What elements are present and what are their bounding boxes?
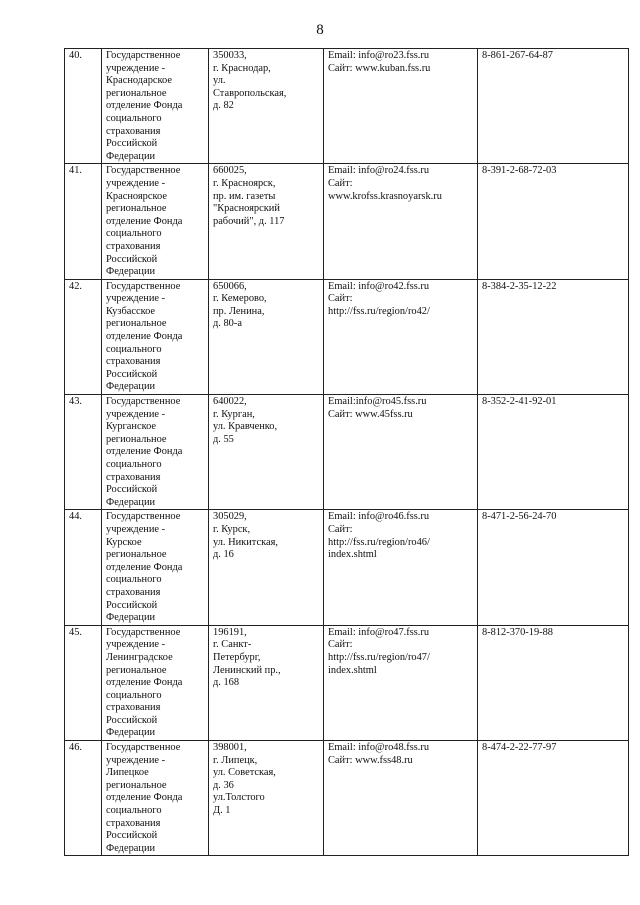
email-website-line: http://fss.ru/region/ro46/ — [328, 536, 430, 548]
organization-name-line: региональное — [106, 203, 167, 215]
organization-name-line: страхования — [106, 702, 161, 714]
postal-address — [209, 164, 324, 279]
postal-address — [209, 279, 324, 394]
organization-name-line: страхования — [106, 356, 161, 368]
organization-name-line: Российской — [106, 599, 158, 611]
organization-name-line: Красноярское — [106, 190, 167, 202]
phone-number: 8-474-2-22-77-97 — [478, 741, 629, 856]
organization-name-line: социального — [106, 343, 162, 355]
email-website — [324, 625, 478, 740]
email-website-line: Email: info@ro47.fss.ru — [328, 626, 430, 638]
table-body — [65, 49, 629, 856]
postal-address-line: 196191, — [213, 626, 247, 638]
row-number: 42. — [65, 279, 102, 394]
email-website-line: Сайт: www.fss48.ru — [328, 754, 413, 766]
email-website-line: Email: info@ro46.fss.ru — [328, 511, 430, 523]
organization-name-line: Курское — [106, 536, 142, 548]
organization-name-line: учреждение - — [106, 408, 166, 420]
row-number: 46. — [65, 741, 102, 856]
postal-address — [209, 395, 324, 510]
postal-address-line: д. 80-а — [213, 318, 242, 330]
organization-name-line: региональное — [106, 549, 167, 561]
phone-number: 8-812-370-19-88 — [478, 625, 629, 740]
email-website — [324, 395, 478, 510]
phone-number: 8-861-267-64-87 — [478, 49, 629, 164]
email-website — [324, 510, 478, 625]
organization-name-line: Федерации — [106, 612, 156, 624]
organization-name-line: Липецкое — [106, 767, 149, 779]
postal-address-line: 305029, — [213, 511, 247, 523]
organization-name — [102, 741, 209, 856]
email-website-line: http://fss.ru/region/ro47/ — [328, 651, 430, 663]
organization-name-line: отделение Фонда — [106, 561, 183, 573]
table-row — [65, 49, 629, 164]
email-website-line: Сайт: — [328, 523, 353, 535]
postal-address-line: Ленинский пр., — [213, 664, 281, 676]
organization-name-line: Государственное — [106, 50, 181, 61]
organization-name-line: отделение Фонда — [106, 792, 183, 804]
postal-address-line: пр. им. газеты — [213, 190, 276, 202]
organization-name-line: страхования — [106, 125, 161, 137]
organization-name-line: отделение Фонда — [106, 677, 183, 689]
email-website — [324, 279, 478, 394]
organization-name-line: Федерации — [106, 381, 156, 393]
organization-name-line: Российской — [106, 368, 158, 380]
organization-name-line: отделение Фонда — [106, 446, 183, 458]
organization-name-line: региональное — [106, 779, 167, 791]
organization-name-line: Российской — [106, 714, 158, 726]
postal-address-line: ул. Кравченко, — [213, 421, 278, 433]
postal-address-line: д. 36 — [213, 779, 234, 791]
organization-name — [102, 164, 209, 279]
phone-number: 8-384-2-35-12-22 — [478, 279, 629, 394]
postal-address — [209, 510, 324, 625]
organization-name-line: Государственное — [106, 742, 181, 754]
postal-address-line: рабочий", д. 117 — [213, 215, 285, 227]
email-website — [324, 49, 478, 164]
email-website-line: Сайт: www.kuban.fss.ru — [328, 62, 431, 74]
organization-name-line: Российской — [106, 253, 158, 265]
organization-name-line: Федерации — [106, 727, 156, 739]
postal-address-line: 640022, — [213, 396, 247, 408]
organization-name-line: Государственное — [106, 396, 181, 408]
organization-name-line: Краснодарское — [106, 75, 172, 87]
organization-name-line: Российской — [106, 484, 158, 496]
postal-address-line: Ставропольская, — [213, 87, 287, 99]
organization-name — [102, 510, 209, 625]
table-row — [65, 279, 629, 394]
postal-address-line: г. Красноярск, — [213, 177, 276, 189]
table-row — [65, 510, 629, 625]
postal-address — [209, 49, 324, 164]
email-website-line: Сайт: — [328, 177, 353, 189]
organization-name-line: региональное — [106, 433, 167, 445]
organization-name-line: учреждение - — [106, 62, 166, 74]
organization-name-line: социального — [106, 805, 162, 817]
organization-name-line: Федерации — [106, 496, 156, 508]
phone-number: 8-391-2-68-72-03 — [478, 164, 629, 279]
organization-name-line: учреждение - — [106, 639, 166, 651]
organization-name-line: Государственное — [106, 626, 181, 638]
email-website-line: http://fss.ru/region/ro42/ — [328, 305, 430, 317]
row-number: 43. — [65, 395, 102, 510]
table-row — [65, 741, 629, 856]
phone-number: 8-471-2-56-24-70 — [478, 510, 629, 625]
organization-name — [102, 279, 209, 394]
email-website-line: Сайт: — [328, 293, 353, 305]
postal-address-line: г. Липецк, — [213, 754, 258, 766]
organization-name-line: региональное — [106, 87, 167, 99]
email-website-line: Email: info@ro42.fss.ru — [328, 280, 430, 292]
phone-number: 8-352-2-41-92-01 — [478, 395, 629, 510]
organization-name-line: страхования — [106, 586, 161, 598]
email-website — [324, 164, 478, 279]
postal-address-line: ул. Никитская, — [213, 536, 278, 548]
row-number: 40. — [65, 49, 102, 164]
postal-address-line: ул.Толстого — [213, 792, 265, 804]
email-website-line: Email:info@ro45.fss.ru — [328, 396, 427, 408]
email-website-line: Email: info@ro24.fss.ru — [328, 165, 430, 177]
postal-address-line: д. 55 — [213, 433, 234, 445]
organization-name-line: учреждение - — [106, 293, 166, 305]
postal-address-line: г. Курск, — [213, 523, 251, 535]
organization-name-line: Федерации — [106, 842, 156, 854]
table-row — [65, 164, 629, 279]
organization-name-line: Государственное — [106, 511, 181, 523]
postal-address-line: ул. — [213, 75, 226, 87]
organization-name — [102, 49, 209, 164]
postal-address-line: Петербург, — [213, 651, 261, 663]
organization-name — [102, 625, 209, 740]
page-number: 8 — [316, 22, 324, 38]
postal-address — [209, 741, 324, 856]
table-row — [65, 625, 629, 740]
postal-address-line: 350033, — [213, 50, 247, 61]
postal-address-line: г. Кемерово, — [213, 293, 267, 305]
organization-name-line: Ленинградское — [106, 651, 173, 663]
table-row — [65, 395, 629, 510]
postal-address-line: г. Курган, — [213, 408, 255, 420]
postal-address-line: Д. 1 — [213, 805, 231, 817]
organization-name-line: Российской — [106, 830, 158, 842]
organization-name-line: страхования — [106, 817, 161, 829]
email-website-line: Email: info@ro48.fss.ru — [328, 742, 430, 754]
email-website — [324, 741, 478, 856]
email-website-line: www.krofss.krasnoyarsk.ru — [328, 190, 442, 202]
organization-name-line: региональное — [106, 664, 167, 676]
postal-address-line: г. Санкт- — [213, 639, 252, 651]
email-website-line: index.shtml — [328, 664, 377, 676]
organization-name-line: отделение Фонда — [106, 331, 183, 343]
organization-name-line: Государственное — [106, 165, 181, 177]
organization-name-line: Кузбасское — [106, 305, 156, 317]
postal-address-line: д. 82 — [213, 100, 234, 112]
postal-address-line: д. 168 — [213, 677, 240, 689]
postal-address-line: 398001, — [213, 742, 247, 754]
email-website-line: Email: info@ro23.fss.ru — [328, 50, 430, 61]
organization-name-line: учреждение - — [106, 177, 166, 189]
organization-name-line: страхования — [106, 240, 161, 252]
organization-name-line: отделение Фонда — [106, 215, 183, 227]
organization-name-line: социального — [106, 574, 162, 586]
row-number: 41. — [65, 164, 102, 279]
postal-address-line: "Красноярский — [213, 203, 280, 215]
email-website-line: Сайт: www.45fss.ru — [328, 408, 413, 420]
postal-address-line: г. Краснодар, — [213, 62, 271, 74]
postal-address-line: 650066, — [213, 280, 247, 292]
email-website-line: Сайт: — [328, 639, 353, 651]
postal-address-line: д. 16 — [213, 549, 234, 561]
organization-name-line: страхования — [106, 471, 161, 483]
organization-name-line: учреждение - — [106, 754, 166, 766]
organization-name-line: социального — [106, 228, 162, 240]
postal-address-line: пр. Ленина, — [213, 305, 265, 317]
organization-name-line: Государственное — [106, 280, 181, 292]
organization-name-line: региональное — [106, 318, 167, 330]
organization-name-line: отделение Фонда — [106, 100, 183, 112]
fss-offices-table — [64, 48, 629, 856]
organization-name-line: Российской — [106, 138, 158, 150]
email-website-line: index.shtml — [328, 549, 377, 561]
organization-name-line: социального — [106, 112, 162, 124]
organization-name-line: социального — [106, 459, 162, 470]
organization-name-line: Курганское — [106, 421, 157, 433]
organization-name-line: Федерации — [106, 150, 156, 162]
postal-address-line: 660025, — [213, 165, 247, 177]
postal-address-line: ул. Советская, — [213, 767, 276, 779]
organization-name-line: учреждение - — [106, 523, 166, 535]
row-number: 44. — [65, 510, 102, 625]
organization-name-line: Федерации — [106, 266, 156, 278]
organization-name — [102, 395, 209, 510]
organization-name-line: социального — [106, 689, 162, 701]
row-number: 45. — [65, 625, 102, 740]
postal-address — [209, 625, 324, 740]
